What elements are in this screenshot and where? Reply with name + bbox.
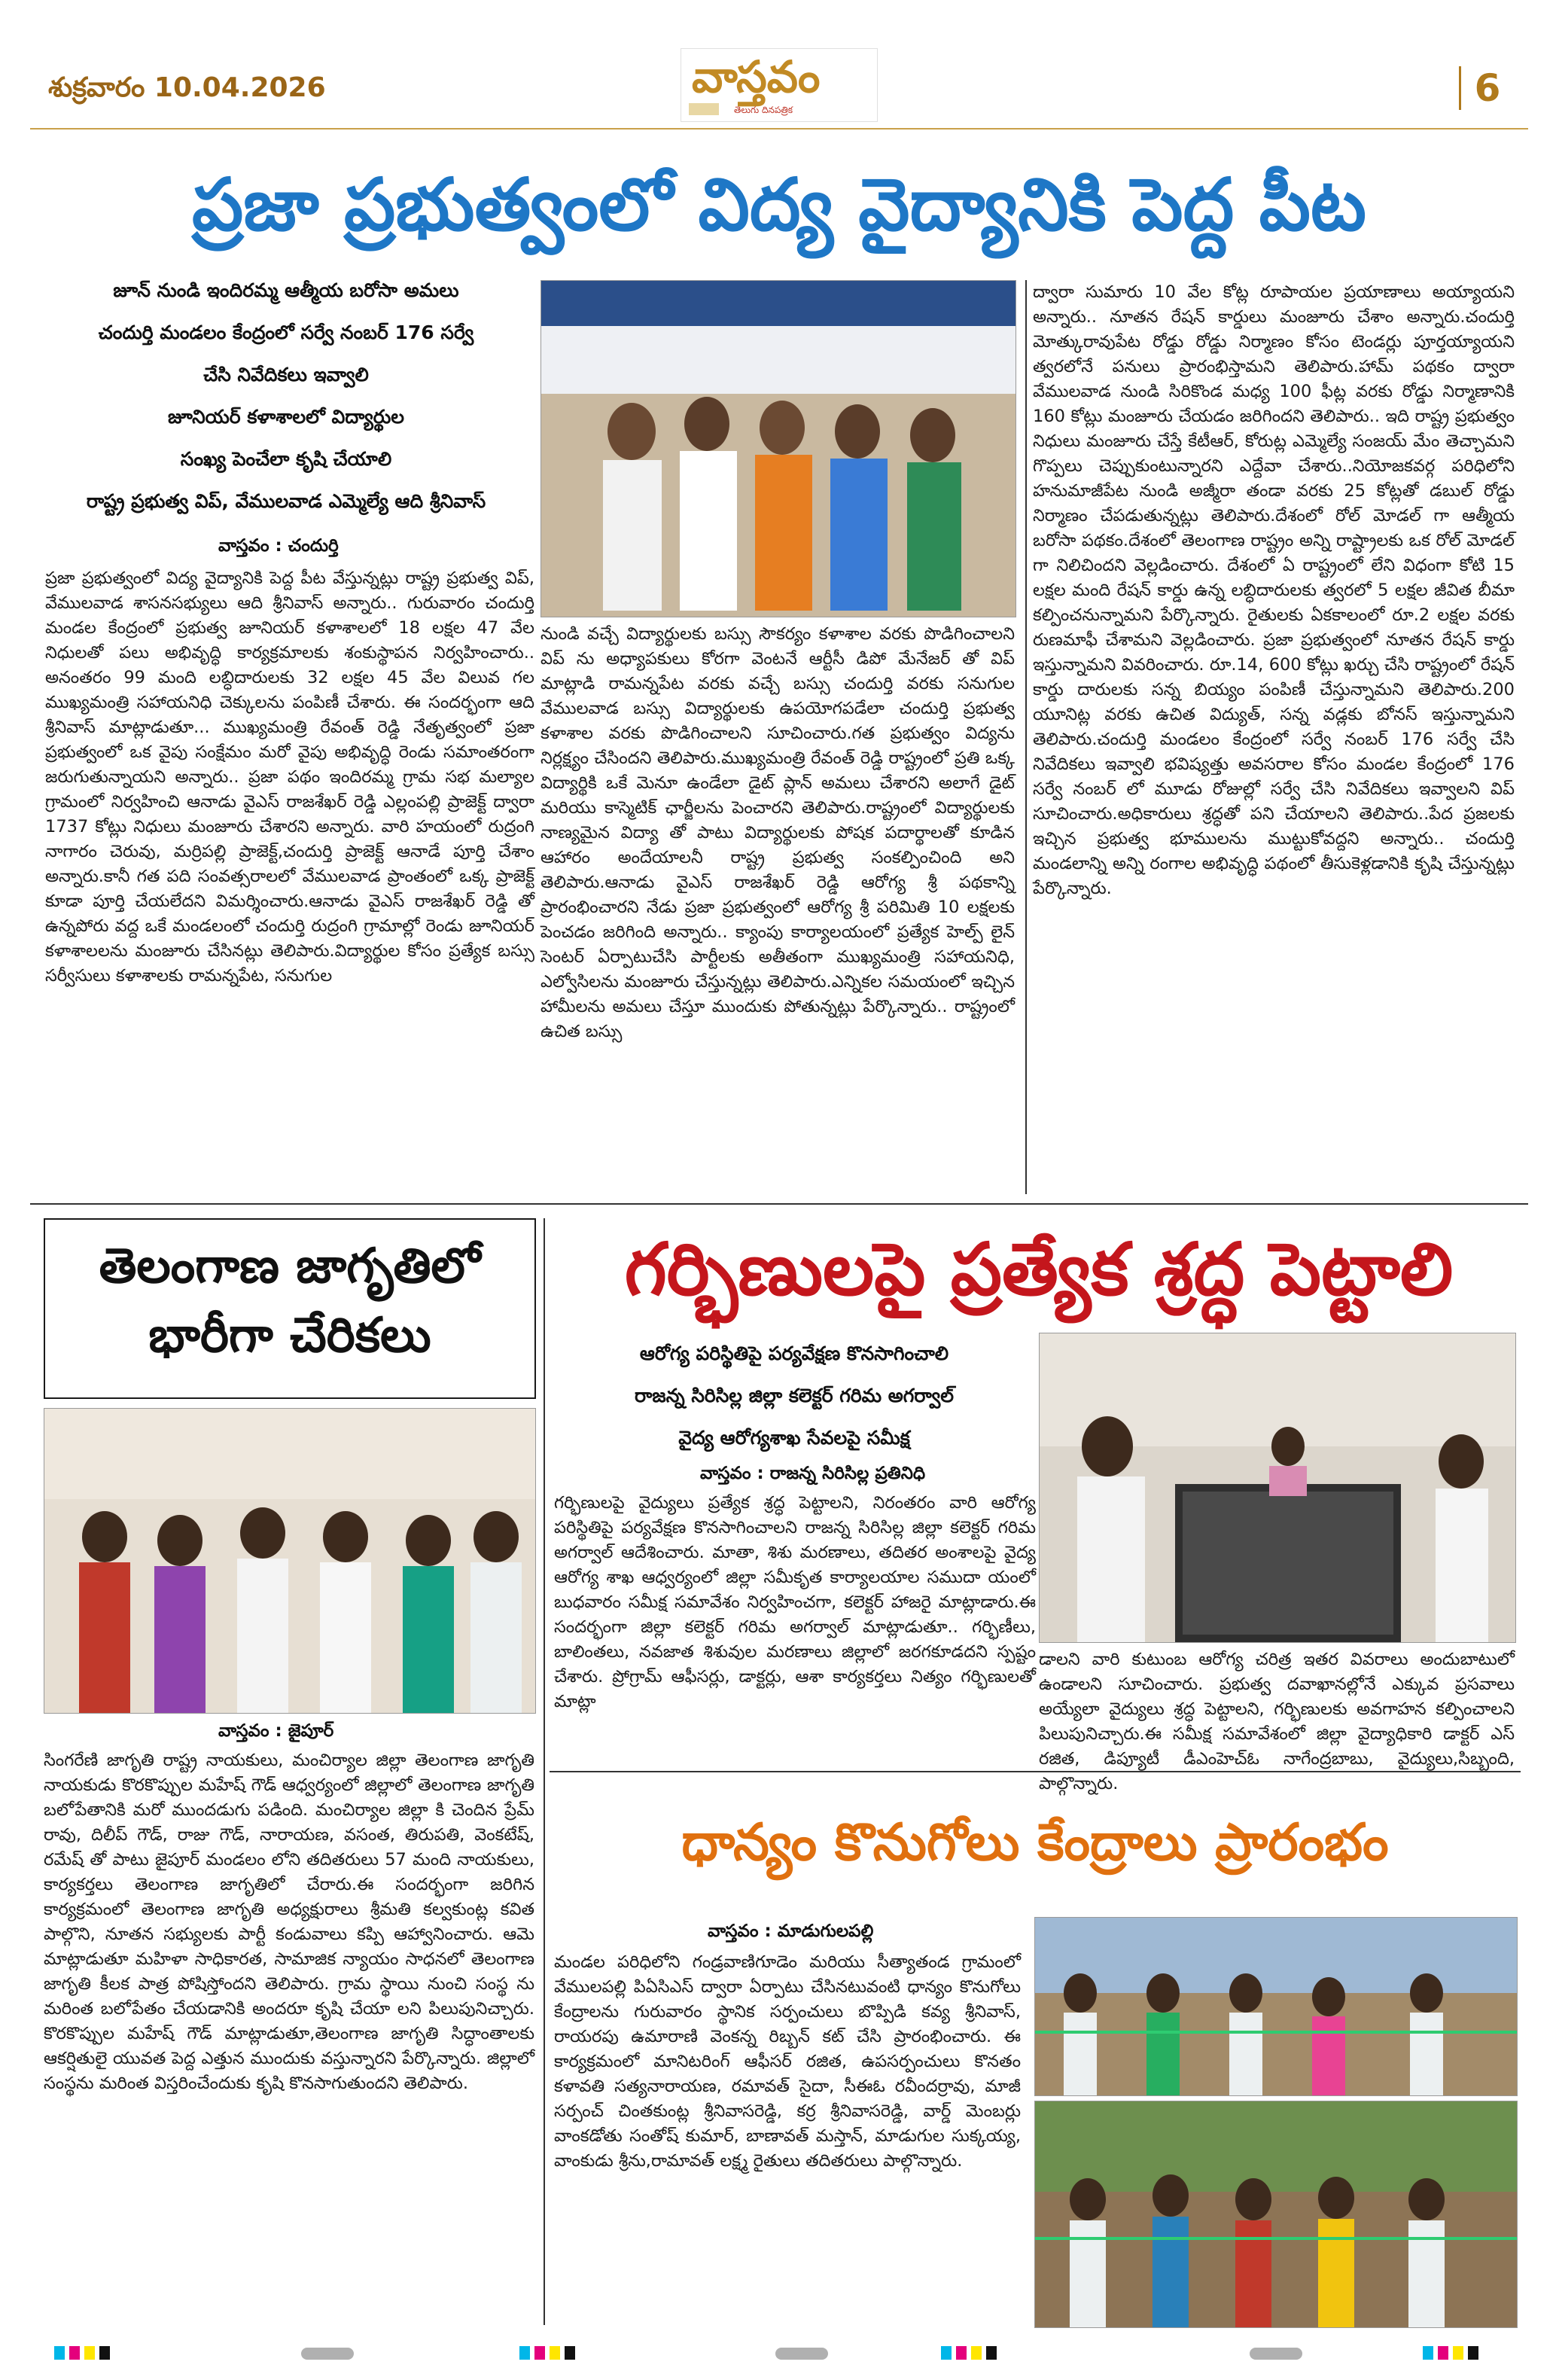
story4-photo-top-scene xyxy=(1035,1918,1517,2095)
story1-kicker: సంఖ్య పెంచేలా కృషి చేయాలి xyxy=(180,448,392,470)
story1-kicker: చేసి నివేదికలు ఇవ్వాలి xyxy=(203,364,369,385)
column-divider xyxy=(1025,280,1027,1194)
story1-kicker: జూన్ నుండి ఇందిరమ్మ ఆత్మీయ బరోసా అమలు xyxy=(113,279,459,301)
issue-date: శుక్రవారం 10.04.2026 xyxy=(48,72,326,103)
story2-photo xyxy=(44,1408,536,1714)
page-number: 6 xyxy=(1459,66,1514,110)
story4-photo-top xyxy=(1034,1917,1518,2096)
story1-column-3: ద్వారా సుమారు 10 వేల కోట్ల రూపాయల ప్రయాణాలు అయ్యాయని అన్నారు.. నూతన రేషన్ కార్డులు మంజూరు చేశాం అన్నారు.చందుర్తి మోత్కురావుపేట రోడ్డు రోడ్డు నిర్మాణం కోసం టెండర్లు పూర్తయ్యాయని త్వరలోనే పనులు ప్రారంభిస్తామని తెలిపారు.హామ్ పథకం ద్వారా వేములవాడ నుండి సిరికొండ మధ్య 100 ఫీట్ల వరకు రోడ్డు నిర్మాణానికి 160 కోట్లు మంజూరు చేయడం జరిగిందని తెలిపారు.. ఇది రాష్ట్ర ప్రభుత్వం నిధులు మంజూరు చేస్తే కేటీఆర్, కోరుట్ల ఎమ్మెల్యే సంజయ్ మేం తెచ్చామని గొప్పలు చెప్పుకుంటున్నారని ఎద్దేవా చేశారు..నియోజకవర్గ పరిధిలోని హనుమాజీపేట నుండి అజ్మీరా తండా వరకు 25 కోట్లతో డబుల్ రోడ్డు నిర్మాణం చేపడుతున్నట్లు తెలిపారు.దేశంలో రోల్ మోడల్ గా ఆత్మీయ బరోసా పథకం.దేశంలో తెలంగాణ రాష్ట్రం అన్ని రాష్ట్రాలకు ఒక రోల్ మోడల్ గా నిలిచిందని వెల్లడించారు. దేశంలో ఏ రాష్ట్రంలో లేని విధంగా కోటి 15 లక్షల మంది రేషన్ కార్డు ఉన్న లబ్ధిదారులకు త్వరలో 5 లక్షల జీవిత బీమా కల్పించనున్నామని పేర్కొన్నారు. రైతులకు ఏకకాలంలో రూ.2 లక్షల వరకు రుణమాఫీ చేశామని వెల్లడించారు. ప్రజా ప్రభుత్వంలో నూతన రేషన్ కార్డు ఇస్తున్నామని వివరించారు. రూ.14, 600 కోట్లు ఖర్చు చేసి రాష్ట్రంలో రేషన్ కార్డు దారులకు సన్న బియ్యం పంపిణీ చేస్తున్నామని తెలిపారు.200 యూనిట్ల వరకు ఉచిత విద్యుత్, సన్న వడ్లకు బోనస్ ఇస్తున్నామని తెలిపారు.చందుర్తి మండలం కేంద్రంలో సర్వే నంబర్ 176 సర్వే చేసి నివేదికలు ఇవ్వాలి భవిష్యత్తు అవసరాల కోసం మండల కేంద్రంలో 176 సర్వే నంబర్ లో మూడు రోజుల్లో సర్వే చేసి నివేదికలు ఇవ్వాలని విప్ సూచించారు.అధికారులు శ్రద్ధతో పని చేయాలని తెలిపారు..పేద ప్రజలకు ఇచ్చిన ప్రభుత్వ భూములను ముట్టుకోవద్దని అన్నారు.. చందుర్తి మండలాన్ని అన్ని రంగాల అభివృద్ధి పథంలో తీసుకెళ్లడానికి కృషి చేస్తున్నట్లు పేర్కొన్నారు. xyxy=(1033,282,1515,898)
story1-photo-scene xyxy=(541,281,1016,617)
story1-headline: ప్రజా ప్రభుత్వంలో విద్య వైద్యానికి పెద్ద పీట xyxy=(191,163,1367,247)
print-color-bar xyxy=(519,2346,575,2360)
masthead-emblem xyxy=(689,103,719,115)
story2-photo-scene xyxy=(44,1409,535,1713)
story4-headline: ధాన్యం కొనుగోలు కేంద్రాలు ప్రారంభం xyxy=(681,1813,1389,1873)
masthead-logo xyxy=(681,48,878,122)
story1-byline: వాస్తవం : చందుర్తి xyxy=(218,536,339,556)
story3-kicker: వైద్య ఆరోగ్యశాఖ సేవలపై సమీక్ష xyxy=(678,1427,910,1449)
story1-kicker: చందుర్తి మండలం కేంద్రంలో సర్వే నంబర్ 176 సర్వే xyxy=(98,321,474,343)
story3-kicker: రాజన్న సిరిసిల్ల జిల్లా కలెక్టర్ గరిమ అగర్వాల్ xyxy=(635,1385,954,1406)
section-divider xyxy=(550,1771,1521,1772)
print-color-bar xyxy=(54,2346,110,2360)
story3-column-2: డాలని వారి కుటుంబ ఆరోగ్య చరిత్ర ఇతర వివరాలు అందుబాటులో ఉండాలని సూచించారు. ప్రభుత్వ దవాఖానల్లోనే ఎక్కువ ప్రసవాలు అయ్యేలా వైద్యులు శ్రద్ధ పెట్టాలని, గర్భిణులకు అవగాహన కల్పించాలని పిలుపునిచ్చారు.ఈ సమీక్ష సమావేశంలో జిల్లా వైద్యాధికారి డాక్టర్ ఎస్ రజిత, డిప్యూటీ డీఎంహెచ్ఓ నాగేంద్రబాబు, వైద్యులు,సిబ్బంది, పాల్గొన్నారు. xyxy=(1039,1650,1515,1793)
story3-headline: గర్భిణులపై ప్రత్యేక శ్రద్ధ పెట్టాలి xyxy=(624,1227,1454,1312)
story2-byline: వాస్తవం : జైపూర్ xyxy=(218,1721,334,1741)
story1-column-2: నుండి వచ్చే విద్యార్థులకు బస్సు సౌకర్యం కళాశాల వరకు పొడిగించాలని విప్ ను అధ్యాపకులు కోరగా వెంటనే ఆర్టీసీ డిపో మేనేజర్ తో విప్ మాట్లాడి రామన్నపేట వరకు వచ్చే బస్సు చందుర్తి వరకు సనుగుల వేములవాడ బస్సు విద్యార్థులకు ఉపయోగపడేలా చందుర్తి ప్రభుత్వ కళాశాల వరకు పొడిగించాలని సూచించారు.గత ప్రభుత్వం విద్యను నిర్లక్ష్యం చేసిందని తెలిపారు.ముఖ్యమంత్రి రేవంత్ రెడ్డి రాష్ట్రంలో ప్రతి ఒక్క విద్యార్థికి ఒకే మెనూ ఉండేలా డైట్ ప్లాన్ అమలు చేశారని అలాగే డైట్ మరియు కాస్మెటిక్ ఛార్జీలను పెంచారని తెలిపారు.రాష్ట్రంలో విద్యార్థులకు నాణ్యమైన విద్యా తో పాటు విద్యార్థులకు పోషక పదార్థాలతో కూడిన ఆహారం అందేయాలనీ రాష్ట్ర ప్రభుత్వ సంకల్పించింది అని తెలిపారు.ఆనాడు వైఎస్ రాజశేఖర్ రెడ్డి ఆరోగ్య శ్రీ పథకాన్ని ప్రారంభించారని నేడు ప్రజా ప్రభుత్వంలో ఆరోగ్య శ్రీ పరిమితి 10 లక్షలకు పెంచడం జరిగింది అన్నారు.. క్యాంపు కార్యాలయంలో ప్రత్యేక హెల్ప్ లైన్ సెంటర్ ఏర్పాటుచేసి పార్టీలకు అతీతంగా ముఖ్యమంత్రి సహాయనిధి, ఎల్వోసిలను మంజూరు చేస్తున్నట్లు తెలిపారు.ఎన్నికల సమయంలో ఇచ్చిన హామీలను అమలు చేస్తూ ముందుకు పోతున్నట్లు పేర్కొన్నారు.. రాష్ట్రంలో ఉచిత బస్సు xyxy=(540,624,1015,1041)
story4-body: మండల పరిధిలోని గండ్రవాణిగూడెం మరియు సీత్యాతండ గ్రామంలో వేములపల్లి పిఏసిఎస్ ద్వారా ఏర్పాటు చేసినటువంటి ధాన్యం కొనుగోలు కేంద్రాలను గురువారం స్థానిక సర్పంచులు బొప్పిడి కవ్య శ్రీనివాస్, రాయరపు ఉమారాణి వెంకన్న రిబ్బన్ కట్ చేసి ప్రారంభించారు. ఈ కార్యక్రమంలో మానిటరింగ్ ఆఫీసర్ రజిత, ఉపసర్పంచులు కొనతం కళావతి సత్యనారాయణ, రమావత్ సైదా, సీఈఓ రవీందర్రావు, మాజీ సర్పంచ్ చింతకుంట్ల శ్రీనివాసరెడ్డి, కర్ర శ్రీనివాసరెడ్డి, వార్డ్ మెంబర్లు వాంకడోతు సంతోష్ కుమార్, బాణావత్ మస్తాన్, మాడుగుల సుక్కయ్య, వాంకుడు శ్రీను,రామావత్ లక్ష్మ రైతులు తదితరులు పాల్గొన్నారు. xyxy=(554,1952,1021,2171)
section-divider xyxy=(30,1203,1528,1205)
story3-photo-scene xyxy=(1040,1333,1515,1642)
story3-column-1: గర్భిణులపై వైద్యులు ప్రత్యేక శ్రద్ధ పెట్టాలని, నిరంతరం వారి ఆరోగ్య పరిస్థితిపై పర్యవేక్షణ కొనసాగించాలని రాజన్న సిరిసిల్ల జిల్లా కలెక్టర్ గరిమ అగర్వాల్ ఆదేశించారు. మాతా, శిశు మరణాలు, తదితర అంశాలపై వైద్య ఆరోగ్య శాఖ ఆధ్వర్యంలో జిల్లా సమీకృత కార్యాలయాల సముదా యంలో బుధవారం సమీక్ష సమావేశం నిర్వహించగా, కలెక్టర్ హాజరై మాట్లాడారు.ఈ సందర్భంగా జిల్లా కలెక్టర్ గరిమ అగర్వాల్ మాట్లాడుతూ.. గర్భిణీలు, బాలింతలు, నవజాత శిశువుల మరణాలు జిల్లాలో జరగకూడదని స్పష్టం చేశారు. ప్రోగ్రామ్ ఆఫీసర్లు, డాక్టర్లు, ఆశా కార్యకర్తలు నిత్యం గర్భిణులతో మాట్లా xyxy=(554,1493,1036,1711)
story1-kicker: జూనియర్ కళాశాలలో విద్యార్థుల xyxy=(168,406,404,428)
story2-headline-line: భారీగా చేరికలు xyxy=(148,1308,431,1364)
header-rule xyxy=(30,128,1528,130)
story3-kicker: ఆరోగ్య పరిస్థితిపై పర్యవేక్షణ కొనసాగించాలి xyxy=(639,1342,949,1364)
story3-photo xyxy=(1039,1333,1516,1643)
story3-kickers xyxy=(550,1333,1039,1459)
story3-byline: వాస్తవం : రాజన్న సిరిసిల్ల ప్రతినిధి xyxy=(700,1464,926,1483)
print-color-bar xyxy=(941,2346,997,2360)
story4-byline: వాస్తవం : మాడుగులపల్లి xyxy=(708,1921,874,1941)
masthead-tagline: తెలుగు దినపత్రిక xyxy=(734,105,793,115)
story1-column-1: ప్రజా ప్రభుత్వంలో విద్య వైద్యానికి పెద్ద పీట వేస్తున్నట్లు రాష్ట్ర ప్రభుత్వ విప్, వేములవాడ శాసనసభ్యులు ఆది శ్రీనివాస్ అన్నారు.. గురువారం చందుర్తి మండల కేంద్రంలో ప్రభుత్వ జూనియర్ కళాశాలలో 18 లక్షల 47 వేల నిధులతో పలు అభివృద్ధి కార్యక్రమాలకు శంకుస్థాపన నిర్వహించారు.. అనంతరం 99 మంది లబ్ధిదారులకు 32 లక్షల 45 వేల విలువ గల ముఖ్యమంత్రి సహాయనిధి చెక్కులను పంపిణీ చేశారు. ఈ సందర్భంగా ఆది శ్రీనివాస్ మాట్లాడుతూ... ముఖ్యమంత్రి రేవంత్ రెడ్డి నేతృత్వంలో ప్రజా ప్రభుత్వంలో ఒక వైపు సంక్షేమం మరో వైపు అభివృద్ధి రెండు సమాంతరంగా జరుగుతున్నాయని అన్నారు.. ప్రజా పథం ఇందిరమ్మ గ్రామ సభ మల్యాల గ్రామంలో నిర్వహించి ఆనాడు వైఎస్ రాజశేఖర్ రెడ్డి ఎల్లంపల్లి ప్రాజెక్ట్ ద్వారా 1737 కోట్లు నిధులు మంజూరు చేశారని అన్నారు. వారి హయంలో రుద్రంగి నాగారం చెరువు, మర్రిపల్లి ప్రాజెక్ట్,చందుర్తి ప్రాజెక్ట్ ఆనాడే పూర్తి చేశాం అన్నారు.కానీ గత పది సంవత్సరాలలో వేములవాడ ప్రాంతంలో ఒక్క ప్రాజెక్ట్ కూడా పూర్తి చేయలేదని విమర్శించారు.ఆనాడు వైఎస్ రాజశేఖర్ రెడ్డి తో ఉన్నపోరు వద్ద ఒకే మండలంలో చందుర్తి రుద్రంగి గ్రామాల్లో రెండు జూనియర్ కళాశాలలను మంజూరు చేసినట్లు తెలిపారు.విద్యార్థుల కోసం ప్రత్యేక బస్సు సర్వీసులు కళాశాలకు రామన్నపేట, సనుగుల xyxy=(45,568,534,986)
story2-headline-box xyxy=(44,1218,536,1399)
story1-kicker: రాష్ట్ర ప్రభుత్వ విప్, వేములవాడ ఎమ్మెల్యే ఆది శ్రీనివాస్ xyxy=(86,490,486,512)
print-registration-mark xyxy=(775,2348,828,2360)
print-registration-mark xyxy=(301,2348,354,2360)
story1-photo xyxy=(540,280,1016,617)
print-color-bar xyxy=(1423,2346,1478,2360)
story2-body: సింగరేణి జాగృతి రాష్ట్ర నాయకులు, మంచిర్యాల జిల్లా తెలంగాణ జాగృతి నాయకుడు కొరకొప్పుల మహేష్ గౌడ్ ఆధ్వర్యంలో జిల్లాలో తెలంగాణ జాగృతి బలోపేతానికి మరో ముందడుగు పడింది. మంచిర్యాల జిల్లా కి చెందిన ప్రేమ్ రావు, దిలీప్ గౌడ్, రాజు గౌడ్, నారాయణ, వసంత, తిరుపతి, వెంకటేష్, రమేష్ తో పాటు జైపూర్ మండలం లోని తదితరులు 57 మంది నాయకులు, కార్యకర్తలు తెలంగాణ జాగృతిలో చేరారు.ఈ సందర్భంగా జరిగిన కార్యక్రమంలో తెలంగాణ జాగృతి అధ్యక్షురాలు శ్రీమతి కల్వకుంట్ల కవిత పాల్గొని, నూతన సభ్యులకు పార్టీ కండువాలు కప్పి ఆహ్వానించారు. ఆమె మాట్లాడుతూ మహిళా సాధికారత, సామాజిక న్యాయం సాధనలో తెలంగాణ జాగృతి కీలక పాత్ర పోషిస్తోందని తెలిపారు. గ్రామ స్థాయి నుంచి సంస్థ ను మరింత బలోపేతం చేయడానికి అందరూ కృషి చేయా లని పిలుపునిచ్చారు. కొరకొప్పుల మహేష్ గౌడ్ మాట్లాడుతూ,తెలంగాణ జాగృతి సిద్ధాంతాలకు ఆకర్షితులై యువత పెద్ద ఎత్తున ముందుకు వస్తున్నారని పేర్కొన్నారు. జిల్లాలో సంస్థను మరింత విస్తరించేందుకు కృషి కొనసాగుతుందని తెలిపారు. xyxy=(44,1751,534,2093)
story4-photo-bottom xyxy=(1034,2101,1518,2328)
masthead-title: వాస్తవం xyxy=(692,51,821,102)
story1-kickers xyxy=(45,270,527,523)
print-registration-mark xyxy=(1250,2348,1302,2360)
story2-headline-line: తెలంగాణ జాగృతిలో xyxy=(99,1239,481,1294)
column-divider xyxy=(544,1218,545,2325)
story4-photo-bottom-scene xyxy=(1035,2101,1517,2327)
